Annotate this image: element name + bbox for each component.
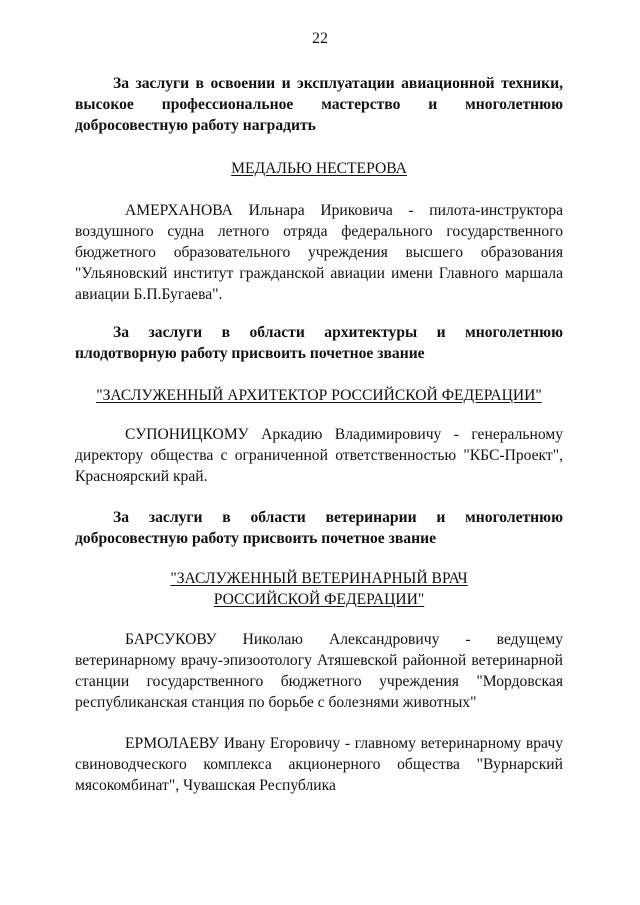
- page-number: 22: [312, 30, 328, 47]
- award-intro-veterinary: За заслуги в области ветеринарии и многолетнюю добросовестную работу присвоить почетное звание: [75, 509, 563, 547]
- recipient-suponitsky: СУПОНИЦКОМУ Аркадию Владимировичу - генеральному директору общества с ограниченной ответственностью "КБС-Проект", Красноярский край.: [75, 426, 563, 485]
- recipient-ermolaev: ЕРМОЛАЕВУ Ивану Егоровичу - главному ветеринарному врачу свиноводческого комплекса акционерного общества "Вурнарский мясокомбинат", Чувашская Республика: [75, 735, 563, 794]
- award-heading-nesterov-medal: [75, 158, 563, 179]
- award-heading-architect: [75, 385, 563, 406]
- heading-line: РОССИЙСКОЙ ФЕДЕРАЦИИ": [213, 591, 425, 608]
- recipient-barsukov: БАРСУКОВУ Николаю Александровичу - ведущему ветеринарному врачу-эпизоотологу Атяшевской районной ветеринарной станции государственного бюджетного учреждения "Мордовская республиканская станция по борьбе с болезнями животных": [75, 631, 563, 711]
- award-intro-aviation: За заслуги в освоении и эксплуатации авиационной техники, высокое профессиональное мастерство и многолетнюю добросовестную работу наградить: [75, 75, 563, 134]
- heading-line: "ЗАСЛУЖЕННЫЙ АРХИТЕКТОР РОССИЙСКОЙ ФЕДЕРАЦИИ": [96, 387, 542, 404]
- recipient-amerkhanov: АМЕРХАНОВА Ильнара Ириковича - пилота-инструктора воздушного судна летного отряда федерального государственного бюджетного образовательного учреждения высшего образования "Ульяновский институт гражданской авиации имени Главного маршала авиации Б.П.Бугаева".: [75, 202, 563, 303]
- heading-line: "ЗАСЛУЖЕННЫЙ ВЕТЕРИНАРНЫЙ ВРАЧ: [170, 570, 468, 587]
- award-intro-architecture: За заслуги в области архитектуры и многолетнюю плодотворную работу присвоить почетное звание: [75, 324, 563, 362]
- award-heading-veterinarian: [75, 568, 563, 610]
- heading-line: МЕДАЛЬЮ НЕСТЕРОВА: [231, 160, 407, 177]
